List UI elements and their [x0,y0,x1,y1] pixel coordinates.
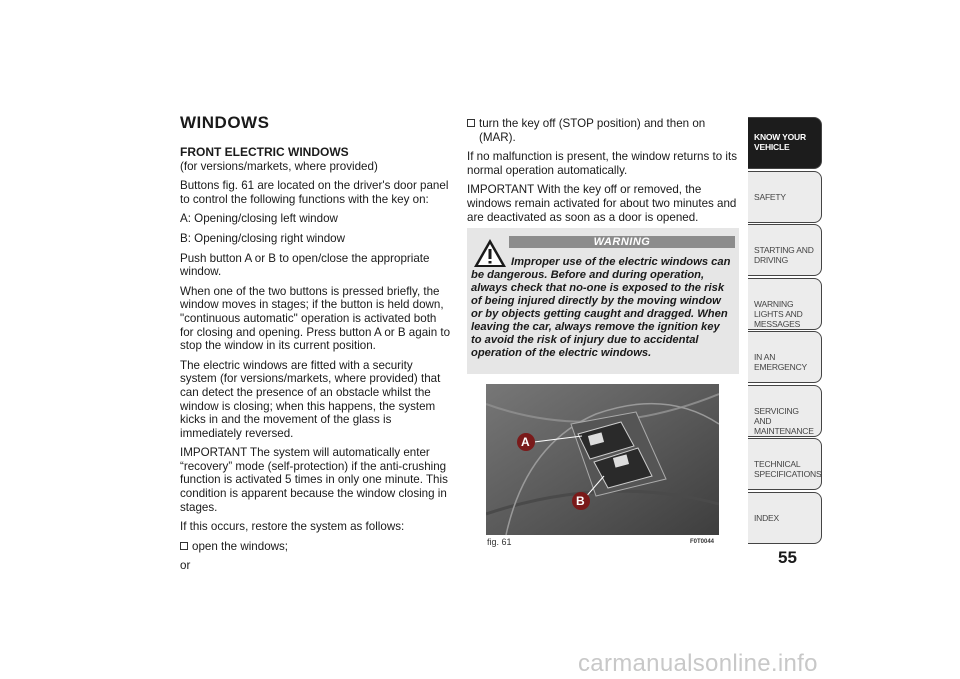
paragraph: IMPORTANT The system will automatically enter “recovery” mode (self-protection) if the anti-crushing function is activated 5 times in only one minute. This condition is apparent because the window closing in stages. [180,446,448,514]
figure-code: F0T0044 [690,539,715,545]
paragraph: If this occurs, restore the system as follows: [180,520,405,534]
warning-box [467,228,739,374]
figure-caption: fig. 61 [487,537,512,547]
paragraph-or: or [180,559,191,573]
tab-safety[interactable]: SAFETY [748,171,822,223]
tab-in-an-emergency[interactable]: IN AN EMERGENCY [748,331,822,383]
page-number: 55 [778,548,797,567]
paragraph: B: Opening/closing right window [180,231,345,245]
bullet-item: turn the key off (STOP position) and then on (MAR). [467,117,739,144]
tab-warning-lights[interactable]: WARNING LIGHTS AND MESSAGES [748,278,822,330]
figure-label-b: B [576,494,585,508]
door-panel-illustration [486,384,719,535]
paragraph: When one of the two buttons is pressed briefly, the window moves in stages; if the button is held down, "continuous automatic" operation is activated both for closing and opening. Press button A or B again to stop the window in its current position. [180,284,451,353]
section-title: WINDOWS [180,113,270,132]
subsection-note: (for versions/markets, where provided) [180,159,378,173]
checkbox-bullet-icon [467,119,475,127]
left-column [180,114,452,579]
checkbox-bullet-icon [180,542,188,550]
paragraph: Buttons fig. 61 are located on the driver's door panel to control the following functions with the key on: [180,179,449,206]
paragraph: If no malfunction is present, the window returns to its normal operation automatically. [467,150,738,177]
subsection-title: FRONT ELECTRIC WINDOWS [180,145,349,159]
watermark: carmanualsonline.info [578,650,818,677]
tab-servicing[interactable]: SERVICING AND MAINTENANCE [748,385,822,437]
figure-label-a: A [521,435,530,449]
tab-index[interactable]: INDEX [748,492,822,544]
figure-window-buttons [486,384,719,535]
section-tabs [748,117,822,545]
warning-text: Improper use of the electric windows can be dangerous. Before and during operation, always check that no-one is exposed to the risk of being injured directly by the moving window or by objects getting caught and dragged. When leaving the car, always remove the ignition key to avoid the risk of injury due to accidental operation of the electric windows. [471,256,731,359]
paragraph: A: Opening/closing left window [180,212,338,226]
paragraph: The electric windows are fitted with a security system (for versions/markets, where provided) that can detect the presence of an obstacle whilst the window is closing; when this happens, the system kicks in and the movement of the glass is immediately reversed. [180,358,441,440]
warning-label: WARNING [509,236,735,248]
tab-technical-specifications[interactable]: TECHNICAL SPECIFICATIONS [748,438,822,490]
tab-starting-and-driving[interactable]: STARTING AND DRIVING [748,224,822,276]
paragraph: IMPORTANT With the key off or removed, the windows remain activated for about two minutes and are deactivated as soon as a door is opened. [467,183,737,224]
right-column [467,117,739,230]
paragraph: Push button A or B to open/close the appropriate window. [180,251,430,279]
bullet-item: open the windows; [180,540,452,554]
tab-know-your-vehicle[interactable]: KNOW YOUR VEHICLE [748,117,822,169]
